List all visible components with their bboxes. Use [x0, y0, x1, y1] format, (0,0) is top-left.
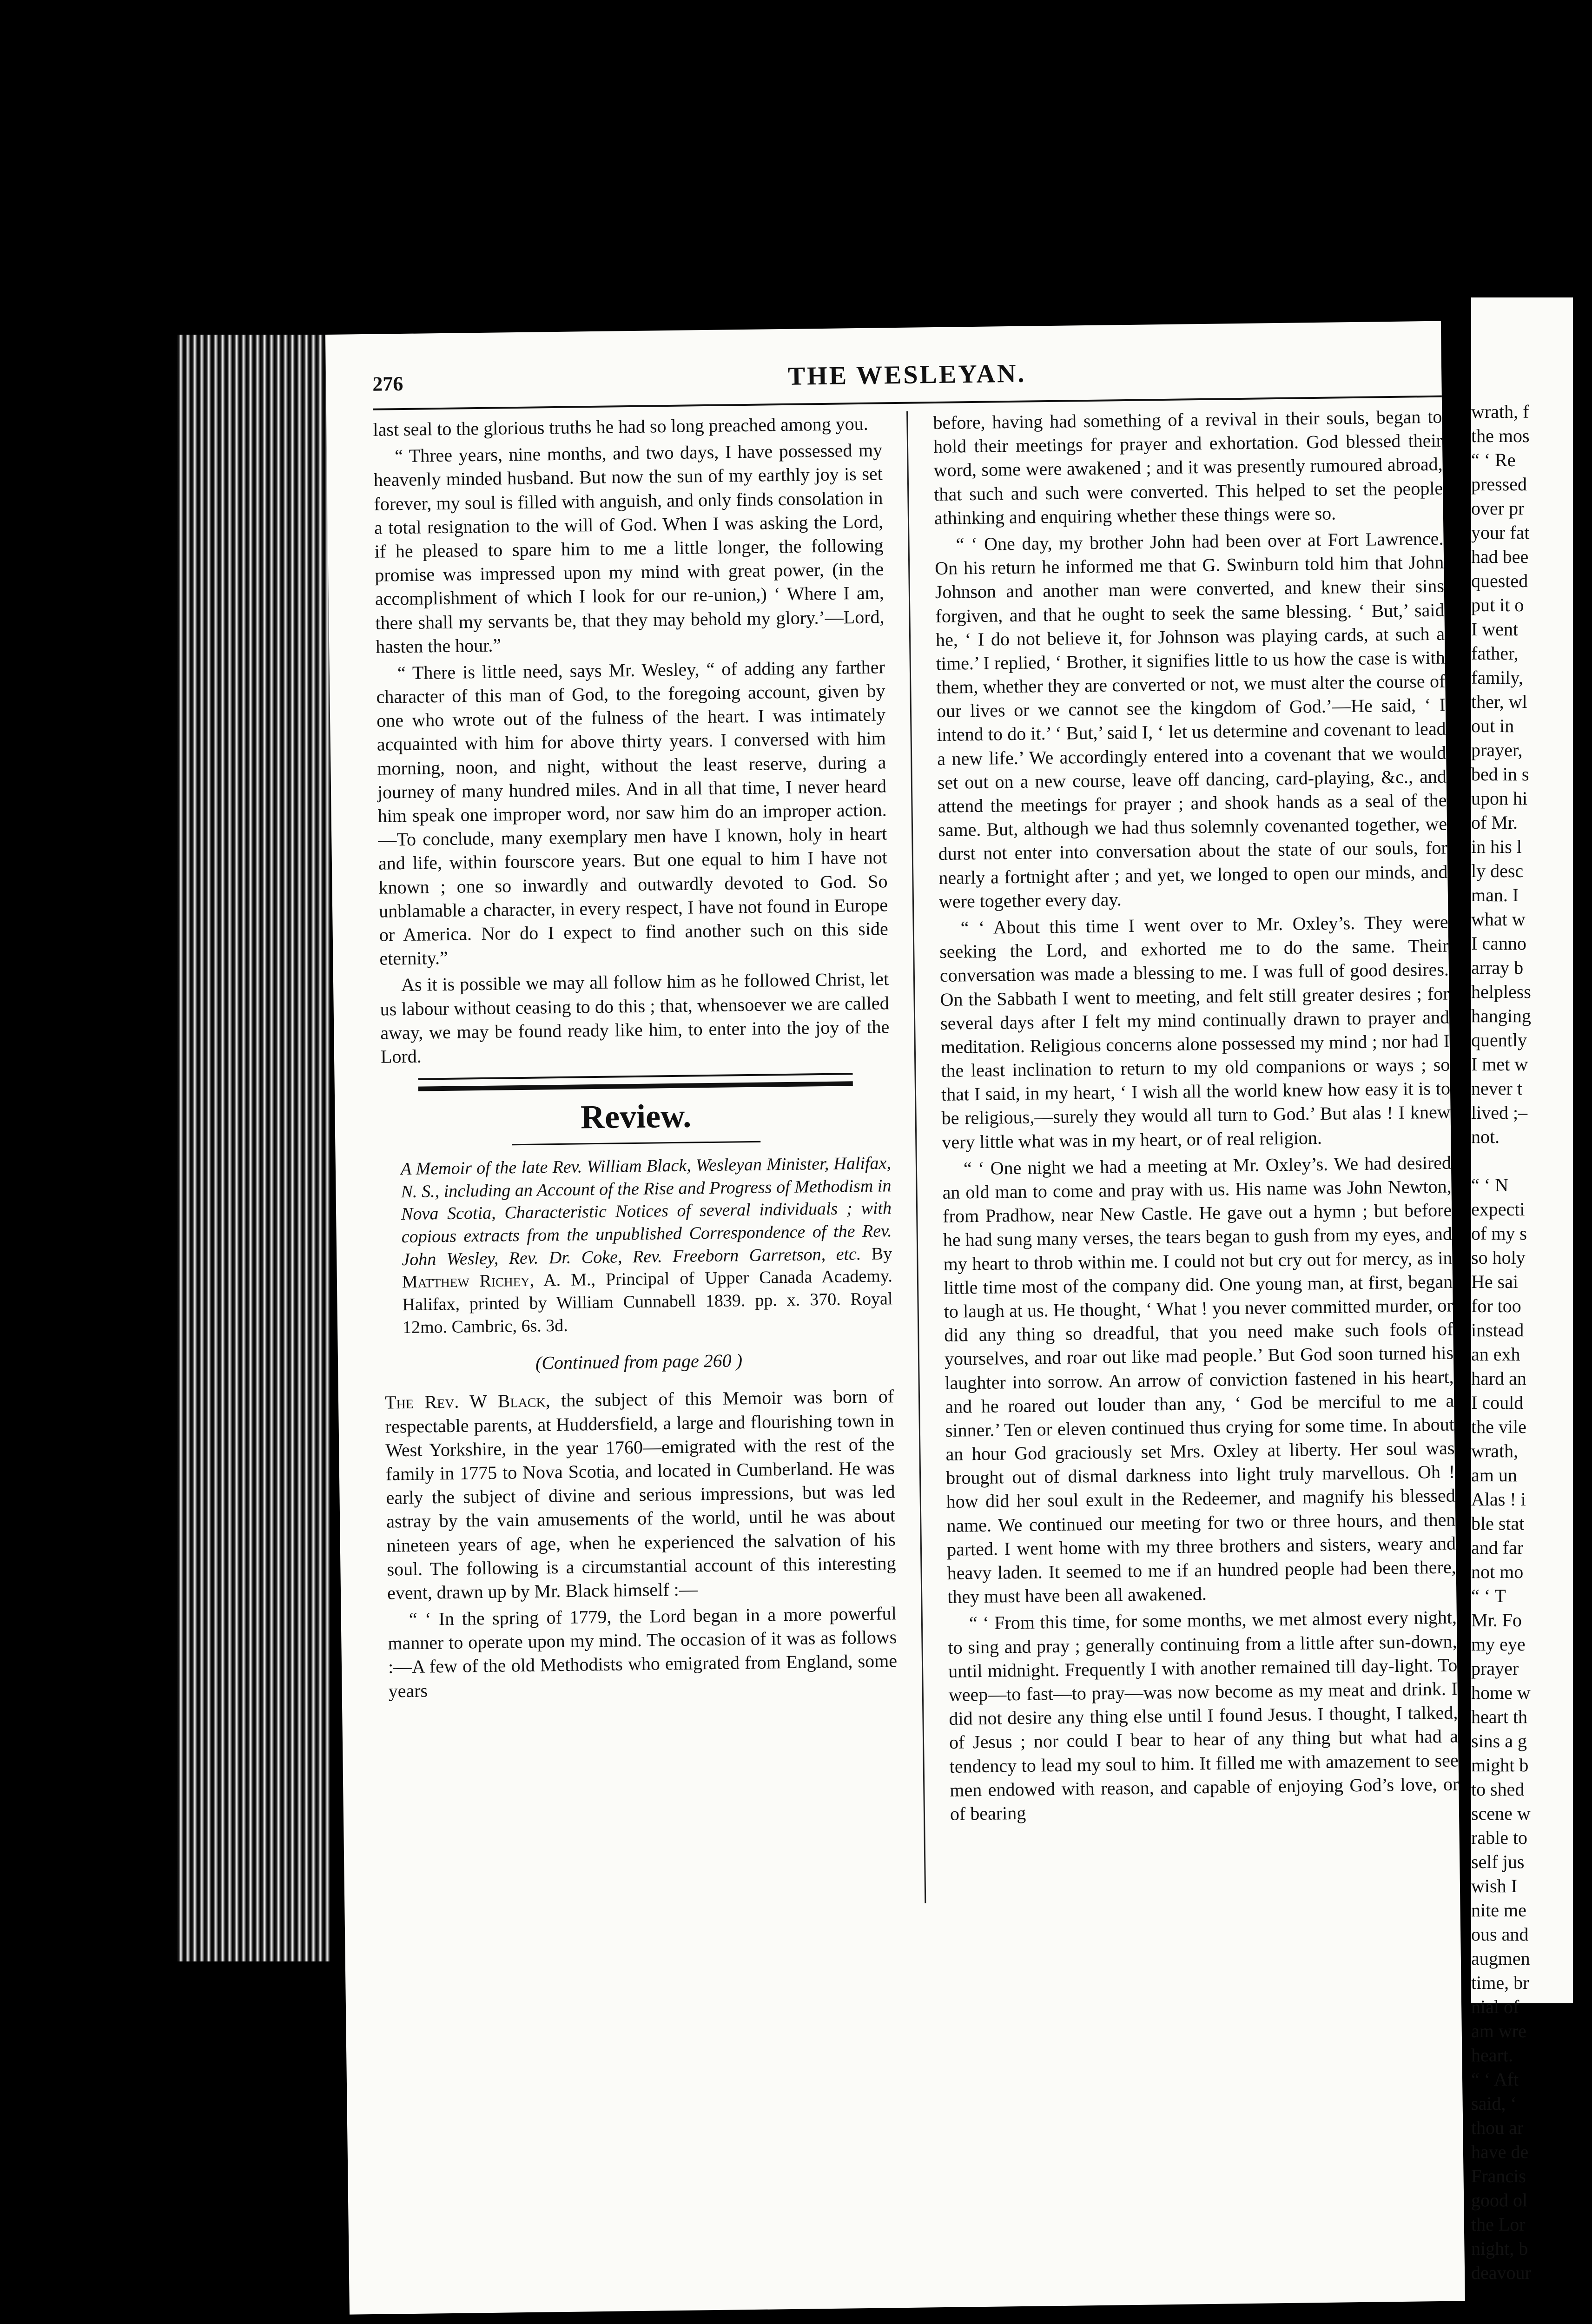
facing-page-line: hard an	[1471, 1368, 1526, 1389]
paragraph: “ ‘ One day, my brother John had been over at Fort Lawrence. On his return he informed me that G. Swinburn told him that John Johnson and another man were converted, and knew their sins forgiven, and that he ought to seek the same blessing. ‘ But,’ said he, ‘ I do not believe it, for Johnson was playing cards, at such a time.’ I replied, ‘ Brother, it signifies little to us how the case is with them, whether they are converted or not, we must alter the course of our lives or we cannot see the kingdom of God.’—He said, ‘ I intend to do it.’ ‘ But,’ said I, ‘ let us determine and covenant to lead a new life.’ We accordingly entered into a covenant that we would set out on a new course, leave off dancing, card-playing, &c., and attend the meetings for prayer ; and shook hands as a seal of the same. But, although we had thus solemnly covenanted together, we durst not enter into conversation about the state of our souls, for nearly a fortnight after ; and yet, we longed to open our minds, and were together every day.	[934, 528, 1448, 912]
facing-page-line: time, br	[1471, 1972, 1529, 1993]
facing-page-line	[1471, 1149, 1592, 1173]
facing-page-line: prayer,	[1471, 739, 1523, 760]
facing-page-line: helpless	[1471, 981, 1531, 1002]
facing-page-edge	[1471, 297, 1573, 2283]
citation-author: Matthew Richey	[402, 1271, 530, 1292]
facing-page-line: I canno	[1471, 933, 1526, 954]
facing-page-line: to shed	[1471, 1779, 1525, 1800]
facing-page-line: quently	[1471, 1030, 1527, 1050]
facing-page-line: am un	[1471, 1465, 1517, 1486]
paragraph: “ ‘ In the spring of 1779, the Lord began in a more powerful manner to operate upon my mind. The occasion of it was as follows :—A few of the old Methodists who emigrated from England, some years	[388, 1603, 898, 1702]
facing-page-line: the Lor	[1471, 2214, 1526, 2235]
facing-page-line: I could	[1471, 1392, 1524, 1413]
facing-page-line: not mo	[1471, 1561, 1524, 1582]
facing-page-line: wrath, f	[1471, 401, 1529, 422]
running-title: THE WESLEYAN.	[787, 359, 1026, 391]
paragraph: “ ‘ About this time I went over to Mr. Oxley’s. They were seeking the Lord, and exhorted me to do the same. Their conversation was made a blessing to me. I was full of good desires. On the Sabbath I went to meeting, and felt still greater desires ; for several days after I felt my mind continually drawn to prayer and meditation. Religious concerns alone possessed my mind ; nor had I the least inclination to return to my old companions or ways ; so that I said, in my heart, ‘ I wish all the world knew how easy it is to be religious,—surely they would all turn to God.’ But alas ! I knew very little what was in my heart, or of real religion.	[939, 911, 1451, 1153]
facing-page-line: bed in s	[1471, 764, 1529, 785]
facing-page-line: thou ar	[1471, 2117, 1524, 2138]
facing-page-line: expecti	[1471, 1199, 1525, 1220]
facing-page-line: man. I	[1471, 885, 1519, 905]
facing-page-line: the vile	[1471, 1416, 1526, 1437]
facing-page-line: for too	[1471, 1295, 1521, 1316]
paragraph-lead: The Rev. W Black	[384, 1390, 546, 1413]
facing-page-line: ly desc	[1471, 860, 1524, 881]
page-number: 276	[372, 372, 403, 396]
facing-page-line: father,	[1471, 643, 1519, 664]
facing-page-line: deavour	[1471, 2262, 1531, 2283]
facing-page-line: my eye	[1471, 1634, 1526, 1655]
facing-page-line: home w	[1471, 1682, 1531, 1703]
facing-page-line: am wre	[1471, 2020, 1526, 2041]
facing-page-line: I met w	[1471, 1054, 1528, 1075]
facing-page-line: lived ;–	[1471, 1102, 1528, 1123]
facing-page-line: “ ‘ N	[1471, 1175, 1508, 1195]
book-page	[325, 321, 1465, 2315]
facing-page-line: rable to	[1471, 1827, 1528, 1848]
facing-page-line: heart th	[1471, 1706, 1528, 1727]
facing-page-line: ble stat	[1471, 1513, 1525, 1534]
facing-page-line: family,	[1471, 667, 1523, 688]
facing-page-line: not.	[1471, 1126, 1500, 1147]
facing-page-line: heart.	[1471, 2045, 1513, 2066]
paragraph: last seal to the glorious truths he had so long preached among you.	[373, 413, 869, 440]
facing-page-line: “ ‘ Re	[1471, 449, 1516, 470]
paragraph	[385, 1385, 897, 1605]
column-divider	[906, 411, 926, 1903]
facing-page-line: ous and	[1471, 1924, 1529, 1945]
facing-page-line: over pr	[1471, 498, 1525, 519]
citation-by: By	[871, 1243, 892, 1264]
facing-page-line: He sai	[1471, 1271, 1519, 1292]
facing-page-line: scene w	[1471, 1803, 1531, 1824]
facing-page-line: pressed	[1471, 474, 1527, 495]
facing-page-line: “ ‘ Aft	[1471, 2069, 1519, 2090]
facing-page-text	[1471, 400, 1592, 2285]
facing-page-line: an exh	[1471, 1344, 1520, 1365]
right-column	[933, 405, 1460, 1931]
paragraph-body: , the subject of this Memoir was born of respectable parents, at Huddersfield, a large and flourishing town in West Yorkshire, in the year 1760—emigrated with the rest of the family in 1775 to Nova Scotia, and located in Cumberland. He was early the subject of divine and serious impressions, but was led astray by the vain amusements of the world, until he was about nineteen years of age, when he experienced the salvation of his soul. The following is a circumstantial account of this interesting event, drawn up by Mr. Black himself :—	[385, 1386, 896, 1604]
left-column	[373, 411, 900, 1951]
facing-page-line: ther, wl	[1471, 691, 1527, 712]
heading-rule	[512, 1141, 760, 1146]
facing-page-line: the mos	[1471, 425, 1530, 446]
facing-page-line: instead	[1471, 1320, 1524, 1340]
facing-page-line: and far	[1471, 1537, 1524, 1558]
facing-page-line: had bee	[1471, 546, 1529, 567]
citation-details: , A. M., Principal of Upper Canada Academy. Halifax, printed by William Cunnabell 1839. pp. x. 370. Royal 12mo. Cambric, 6s. 3d.	[402, 1266, 893, 1337]
continued-note: (Continued from page 260 )	[535, 1350, 743, 1373]
facing-page-line: put it o	[1471, 594, 1524, 615]
facing-page-line: quested	[1471, 570, 1528, 591]
facing-page-line: self jus	[1471, 1851, 1525, 1872]
facing-page-line: wish I	[1471, 1875, 1517, 1896]
facing-page-line: of Mr.	[1471, 812, 1518, 833]
facing-page-line: Francis	[1471, 2166, 1526, 2186]
facing-page-line: Alas ! i	[1471, 1489, 1526, 1510]
facing-page-line: might b	[1471, 1755, 1529, 1776]
facing-page-line: nial of	[1471, 1996, 1519, 2017]
facing-page-line: augmen	[1471, 1948, 1530, 1969]
page-header	[372, 349, 1442, 410]
paragraph: “ Three years, nine months, and two days, I have possessed my heavenly minded husband. But now the sun of my earthly joy is set forever, my soul is filled with anguish, and only finds consolation in a total resignation to the will of God. When I was asking the Lord, if he pleased to spare him to me a little longer, the following promise was impressed upon my mind with great power, (in the accomplishment of which I look for our re-union,) ‘ Where I am, there shall my servants be, that they may behold my glory.’—Lord, hasten the hour.”	[373, 439, 885, 657]
review-citation	[382, 1152, 893, 1339]
facing-page-line: prayer	[1471, 1658, 1519, 1679]
facing-page-line: what w	[1471, 909, 1526, 930]
facing-page-line: good ol	[1471, 2190, 1528, 2211]
facing-page-line: your fat	[1471, 522, 1530, 543]
facing-page-line: said, ‘	[1471, 2093, 1517, 2114]
facing-page-line: upon hi	[1471, 788, 1528, 809]
facing-page-line: have de	[1471, 2141, 1529, 2162]
book-spine	[177, 335, 330, 1961]
section-divider	[418, 1073, 853, 1091]
facing-page-line: array b	[1471, 957, 1524, 978]
paragraph: As it is possible we may all follow him as he followed Christ, let us labour without ceasing to do this ; that, whensoever we are called away, we may be found ready like him, to enter into the joy of the Lord.	[380, 968, 890, 1067]
paragraph: “ There is little need, says Mr. Wesley, “ of adding any farther character of this man of God, to the foregoing account, given by one who wrote out of the fulness of the heart. I was intimately acquainted with him for above thirty years. I conversed with him morning, noon, and night, without the least reserve, during a journey of many hundred miles. And in all that time, I never heard him speak one improper word, nor saw him do an improper action.—To conclude, many exemplary men have I known, holy in heart and life, within fourscore years. But one equal to him I have not known ; one so inwardly and outwardly devoted to God. So unblamable a character, in every respect, I have not found in Europe or America. Nor do I expect to find another such on this side eternity.”	[376, 656, 888, 969]
facing-page-line: I went	[1471, 619, 1519, 640]
facing-page-line: nite me	[1471, 1900, 1526, 1921]
facing-page-line: of my s	[1471, 1223, 1527, 1244]
facing-page-line: out in	[1471, 715, 1514, 736]
paragraph: “ ‘ From this time, for some months, we met almost every night, to sing and pray ; generally continuing from a little after sun-down, until midnight. Frequently I with another remained till day-light. To weep—to fast—to pray—was now become as my meat and drink. I did not desire any thing else until I found Jesus. I thought, I talked, of Jesus ; nor could I bear to hear of any thing but what had a tendency to lead my soul to him. It filled me with amazement to see men endowed with reason, and capable of enjoying God’s love, or of bearing	[948, 1606, 1459, 1824]
facing-page-line: Mr. Fo	[1471, 1610, 1522, 1631]
facing-page-line: so holy	[1471, 1247, 1526, 1268]
section-heading: Review.	[580, 1097, 692, 1136]
facing-page-line: wrath,	[1471, 1440, 1519, 1461]
facing-page-line: night, b	[1471, 2238, 1528, 2259]
facing-page-line: in his l	[1471, 836, 1522, 857]
facing-page-line: never t	[1471, 1078, 1522, 1099]
facing-page-line: sins a g	[1471, 1730, 1527, 1751]
paragraph: “ ‘ One night we had a meeting at Mr. Oxley’s. We had desired an old man to come and pray with us. His name was John Newton, from Pradhow, near New Castle. He gave out a hymn ; but before he had sung many verses, the tears began to gush from my eyes, and my heart to throb within me. I could not but cry out for mercy, as in little time most of the company did. One young man, at first, began to laugh at us. He thought, ‘ What ! you never committed murder, or did any thing so dreadful, that you need make such fools of yourselves, and roar out like mad people.’ But God soon turned his laughter into sorrow. An arrow of conviction fastened in his heart, and he roared out louder than any, ‘ God be merciful to me a sinner.’ Ten or eleven continued thus crying for some time. In about an hour God graciously set Mrs. Oxley at liberty. Her soul was brought out of dismal darkness into light truly marvellous. Oh ! how did her soul exult in the Redeemer, and magnify his blessed name. We continued our meeting for two or three hours, and then parted. I went home with my three brothers and sisters, weary and heavy laden. It seemed to me if an hundred people had been there, they must have been all awakened.	[942, 1152, 1456, 1608]
citation-title: A Memoir of the late Rev. William Black, Wesleyan Minister, Halifax, N. S., including an Account of the Rise and Progress of Methodism in Nova Scotia, Characteristic Notices of several individuals ; with copious extracts from the unpublished Correspondence of the Rev. John Wesley, Rev. Dr. Coke, Rev. Freeborn Garretson, etc.	[400, 1153, 892, 1269]
facing-page-line: hanging	[1471, 1005, 1531, 1026]
paragraph: before, having had something of a revival in their souls, began to hold their meetings for prayer and exhortation. God blessed their word, some were awakened ; and it was presently rumoured abroad, that such and such were converted. This helped to set the people athinking and enquiring whether these things were so.	[933, 406, 1443, 528]
facing-page-line: “ ‘ T	[1471, 1585, 1506, 1606]
